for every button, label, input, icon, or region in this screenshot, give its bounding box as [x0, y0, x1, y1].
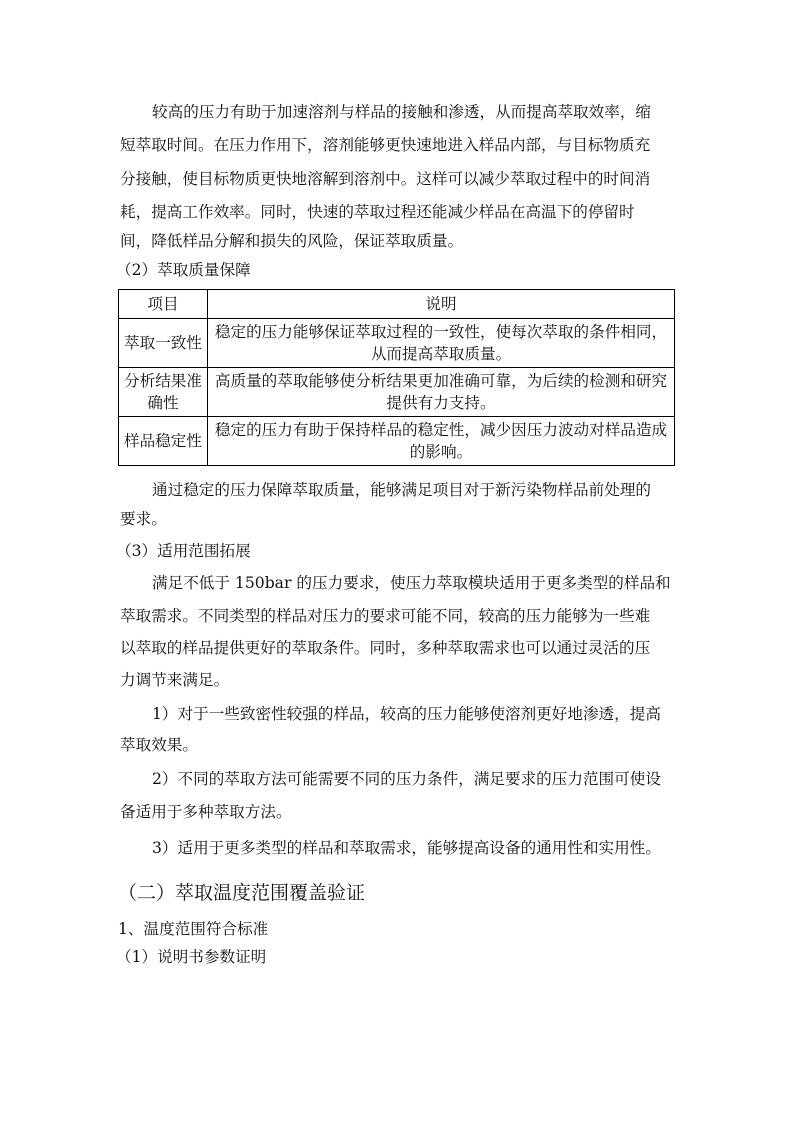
cell-item	[119, 417, 208, 466]
text-line: 萃取需求。不同类型的样品对压力的要求可能不同，较高的压力能够为一些难	[120, 607, 651, 625]
text-line: 力调节来满足。	[120, 671, 230, 689]
text-line: 备适用于多种萃取方法。	[120, 803, 292, 821]
table-row	[119, 319, 675, 368]
text-line: 短萃取时间。在压力作用下，溶剂能够更快速地进入样品内部，与目标物质充	[120, 136, 651, 154]
cell-desc	[208, 368, 675, 417]
cell-desc	[208, 417, 675, 466]
text-line: 3）适用于更多类型的样品和萃取需求，能够提高设备的通用性和实用性。	[152, 839, 661, 857]
text-line: 耗，提高工作效率。同时，快速的萃取过程还能减少样品在高温下的停留时	[120, 203, 635, 221]
cell-desc	[208, 319, 675, 368]
cell-line: 高质量的萃取能够使分析结果更加准确可靠，为后续的检测和研究	[214, 372, 668, 390]
cell-line: 从而提高萃取质量。	[370, 345, 512, 363]
text-line: 2）不同的萃取方法可能需要不同的压力条件，满足要求的压力范围可使设	[152, 770, 661, 788]
subsection-heading: 1、温度范围符合标准	[118, 920, 269, 938]
cell-line: 分析结果准	[124, 372, 202, 390]
cell-line: 稳定的压力有助于保持样品的稳定性，减少因压力波动对样品造成	[214, 421, 668, 439]
text-line: 较高的压力有助于加速溶剂与样品的接触和渗透，从而提高萃取效率，缩	[152, 103, 652, 121]
text-line: 间，降低样品分解和损失的风险，保证萃取质量。	[120, 232, 464, 250]
subsection-subheading: （1）说明书参数证明	[116, 948, 267, 966]
quality-table	[118, 289, 675, 466]
cell-line: 提供有力支持。	[386, 394, 496, 412]
text-line: 以萃取的样品提供更好的萃取条件。同时，多种萃取需求也可以通过灵活的压	[120, 639, 651, 657]
cell-line: 确性	[147, 394, 179, 412]
cell-line: 萃取一致性	[124, 334, 202, 352]
header-item: 项目	[119, 290, 208, 319]
cell-line: 样品稳定性	[124, 432, 202, 450]
cell-line: 的影响。	[409, 443, 473, 461]
cell-line: 稳定的压力能够保证萃取过程的一致性，使每次萃取的条件相同，	[214, 323, 668, 341]
subheading-scope: （3）适用范围拓展	[116, 542, 251, 560]
section-heading: （二）萃取温度范围覆盖验证	[118, 882, 366, 904]
table-row	[119, 368, 675, 417]
subheading-quality: （2）萃取质量保障	[116, 261, 251, 279]
cell-item	[119, 319, 208, 368]
text-line: 1）对于一些致密性较强的样品，较高的压力能够使溶剂更好地渗透，提高	[152, 705, 661, 723]
cell-item	[119, 368, 208, 417]
text-line: 萃取效果。	[120, 736, 198, 754]
text-line: 满足不低于 150bar 的压力要求，使压力萃取模块适用于更多类型的样品和	[152, 574, 671, 592]
text-line: 要求。	[120, 510, 167, 528]
text-line: 分接触，使目标物质更快地溶解到溶剂中。这样可以减少萃取过程中的时间消	[120, 170, 651, 188]
table-row	[119, 417, 675, 466]
table-header-row	[119, 290, 675, 319]
text-line: 通过稳定的压力保障萃取质量，能够满足项目对于新污染物样品前处理的	[152, 481, 652, 499]
header-desc: 说明	[208, 290, 675, 319]
